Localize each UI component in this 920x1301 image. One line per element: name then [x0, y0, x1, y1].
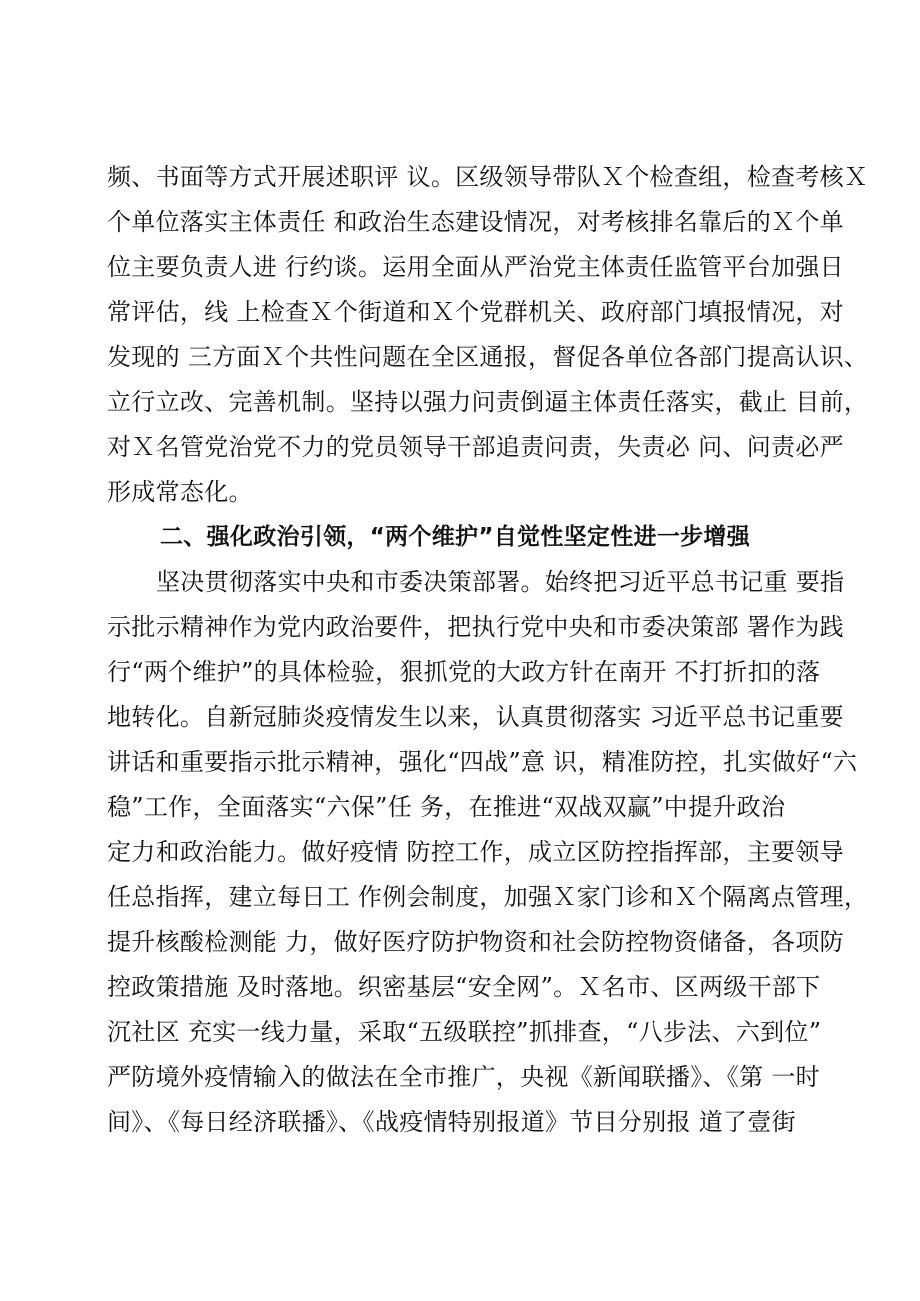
section-heading: 二、强化政治引领，“两个维护”自觉性坚定性进一步增强: [160, 524, 751, 550]
paragraph-line: 常评估，线 上检查Ｘ个街道和Ｘ个党群机关、政府部门填报情况，对: [107, 298, 844, 326]
paragraph-line: 控政策措施 及时落地。织密基层“安全网”。Ｘ名市、区两级干部下: [107, 973, 821, 1001]
paragraph-line: 形成常态化。: [107, 478, 253, 506]
paragraph-line: 行“两个维护”的具体检验，狠抓党的大政方针在南开 不打折扣的落: [107, 658, 821, 686]
paragraph-line: 任总指挥，建立每日工 作例会制度，加强Ｘ家门诊和Ｘ个隔离点管理，: [107, 883, 869, 911]
paragraph-line: 对Ｘ名管党治党不力的党员领导干部追责问责，失责必 问、问责必严: [107, 433, 844, 461]
paragraph-line: 发现的 三方面Ｘ个共性问题在全区通报，督促各单位各部门提高认识、: [107, 343, 869, 371]
paragraph-line: 严防境外疫情输入的做法在全市推广，央视《新闻联播》、《第 一时: [107, 1063, 820, 1091]
paragraph-line: 位主要负责人进 行约谈。运用全面从严治党主体责任监管平台加强日: [107, 253, 844, 281]
paragraph-line: 坚决贯彻落实中央和市委决策部署。始终把习近平总书记重 要指: [156, 568, 845, 596]
paragraph-line: 个单位落实主体责任 和政治生态建设情况，对考核排名靠后的Ｘ个单: [107, 208, 844, 236]
paragraph-line: 稳”工作，全面落实“六保”任 务，在推进“双战双赢”中提升政治: [107, 793, 786, 821]
paragraph-line: 沉社区 充实一线力量，采取“五级联控”抓排查，“八步法、六到位”: [107, 1018, 822, 1046]
paragraph-line: 地转化。自新冠肺炎疫情发生以来，认真贯彻落实 习近平总书记重要: [107, 703, 844, 731]
paragraph-line: 讲话和重要指示批示精神，强化“四战”意 识，精准防控，扎实做好“六: [107, 748, 858, 776]
paragraph-line: 间》、《每日经济联播》、《战疫情特别报道》节目分别报 道了壹街: [107, 1108, 796, 1136]
paragraph-line: 提升核酸检测能 力，做好医疗防护物资和社会防控物资储备，各项防: [107, 928, 844, 956]
paragraph-line: 定力和政治能力。做好疫情 防控工作，成立区防控指挥部，主要领导: [107, 838, 844, 866]
paragraph-line: 频、书面等方式开展述职评 议。区级领导带队Ｘ个检查组，检查考核Ｘ: [107, 163, 869, 191]
paragraph-line: 示批示精神作为党内政治要件，把执行党中央和市委决策部 署作为践: [107, 613, 844, 641]
paragraph-line: 立行立改、完善机制。坚持以强力问责倒逼主体责任落实，截止 目前，: [107, 388, 869, 416]
